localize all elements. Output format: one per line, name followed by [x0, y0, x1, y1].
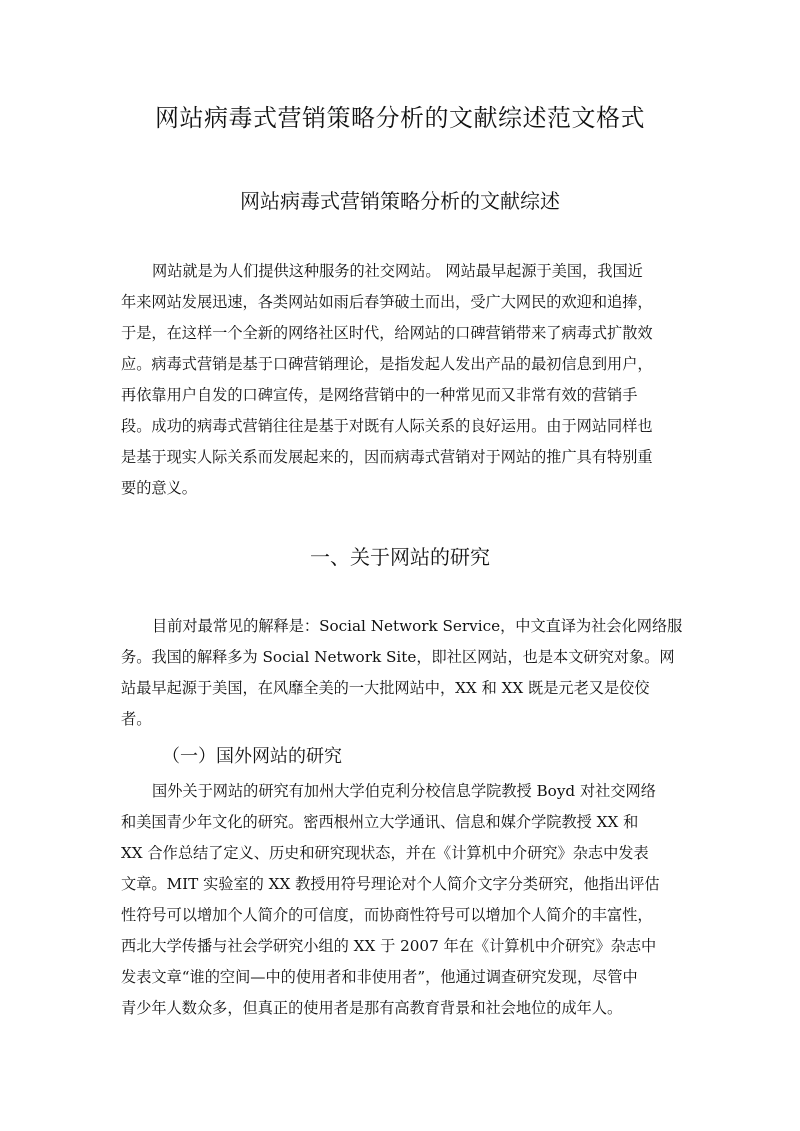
paragraph-line: 国外关于网站的研究有加州大学伯克利分校信息学院教授 Boyd 对社交网络	[152, 782, 656, 800]
paragraph-line: 和美国青少年文化的研究。密西根州立大学通讯、信息和媒介学院教授 XX 和	[121, 813, 639, 831]
paragraph-line: 是基于现实人际关系而发展起来的，因而病毒式营销对于网站的推广具有特别重	[121, 448, 653, 466]
paragraph-line: 文章。MIT 实验室的 XX 教授用符号理论对个人简介文字分类研究，他指出评估	[121, 875, 660, 893]
paragraph-line: 者。	[121, 710, 152, 728]
paragraph-line: XX 合作总结了定义、历史和研究现状态，并在《计算机中介研究》杂志中发表	[121, 844, 649, 862]
subsection-paragraph	[121, 776, 681, 1024]
section-paragraph	[121, 611, 681, 735]
intro-paragraph	[121, 256, 681, 504]
paragraph-line: 务。我国的解释多为 Social Network Site，即社区网站，也是本文研究对象。网	[121, 648, 675, 666]
paragraph-line: 青少年人数众多，但真正的使用者是那有高教育背景和社会地位的成年人。	[121, 999, 623, 1017]
paragraph-line: 于是，在这样一个全新的网络社区时代，给网站的口碑营销带来了病毒式扩散效	[121, 324, 653, 342]
section-heading: 一、关于网站的研究	[310, 545, 490, 569]
paragraph-line: 年来网站发展迅速，各类网站如雨后春笋破土而出，受广大网民的欢迎和追捧，	[121, 293, 653, 311]
paragraph-line: 性符号可以增加个人简介的可信度，而协商性符号可以增加个人简介的丰富性，	[121, 906, 653, 924]
subsection-heading: （一）国外网站的研究	[162, 746, 342, 767]
paragraph-line: 西北大学传播与社会学研究小组的 XX 于 2007 年在《计算机中介研究》杂志中	[121, 937, 657, 955]
paragraph-line: 段。成功的病毒式营销往往是基于对既有人际关系的良好运用。由于网站同样也	[121, 417, 653, 435]
paragraph-line: 应。病毒式营销是基于口碑营销理论，是指发起人发出产品的最初信息到用户，	[121, 355, 653, 373]
paragraph-line: 发表文章“谁的空间—中的使用者和非使用者”，他通过调查研究发现，尽管中	[121, 968, 638, 986]
document-subtitle: 网站病毒式营销策略分析的文献综述	[240, 189, 560, 213]
paragraph-line: 再依靠用户自发的口碑宣传，是网络营销中的一种常见而又非常有效的营销手	[121, 386, 638, 404]
paragraph-line: 网站就是为人们提供这种服务的社交网站。 网站最早起源于美国，我国近	[152, 262, 643, 280]
paragraph-line: 要的意义。	[121, 479, 197, 497]
paragraph-line: 目前对最常见的解释是：Social Network Service，中文直译为社会化网络服	[152, 617, 683, 635]
paragraph-line: 站最早起源于美国，在风靡全美的一大批网站中，XX 和 XX 既是元老又是佼佼	[121, 679, 650, 697]
document-title: 网站病毒式营销策略分析的文献综述范文格式	[155, 104, 645, 132]
